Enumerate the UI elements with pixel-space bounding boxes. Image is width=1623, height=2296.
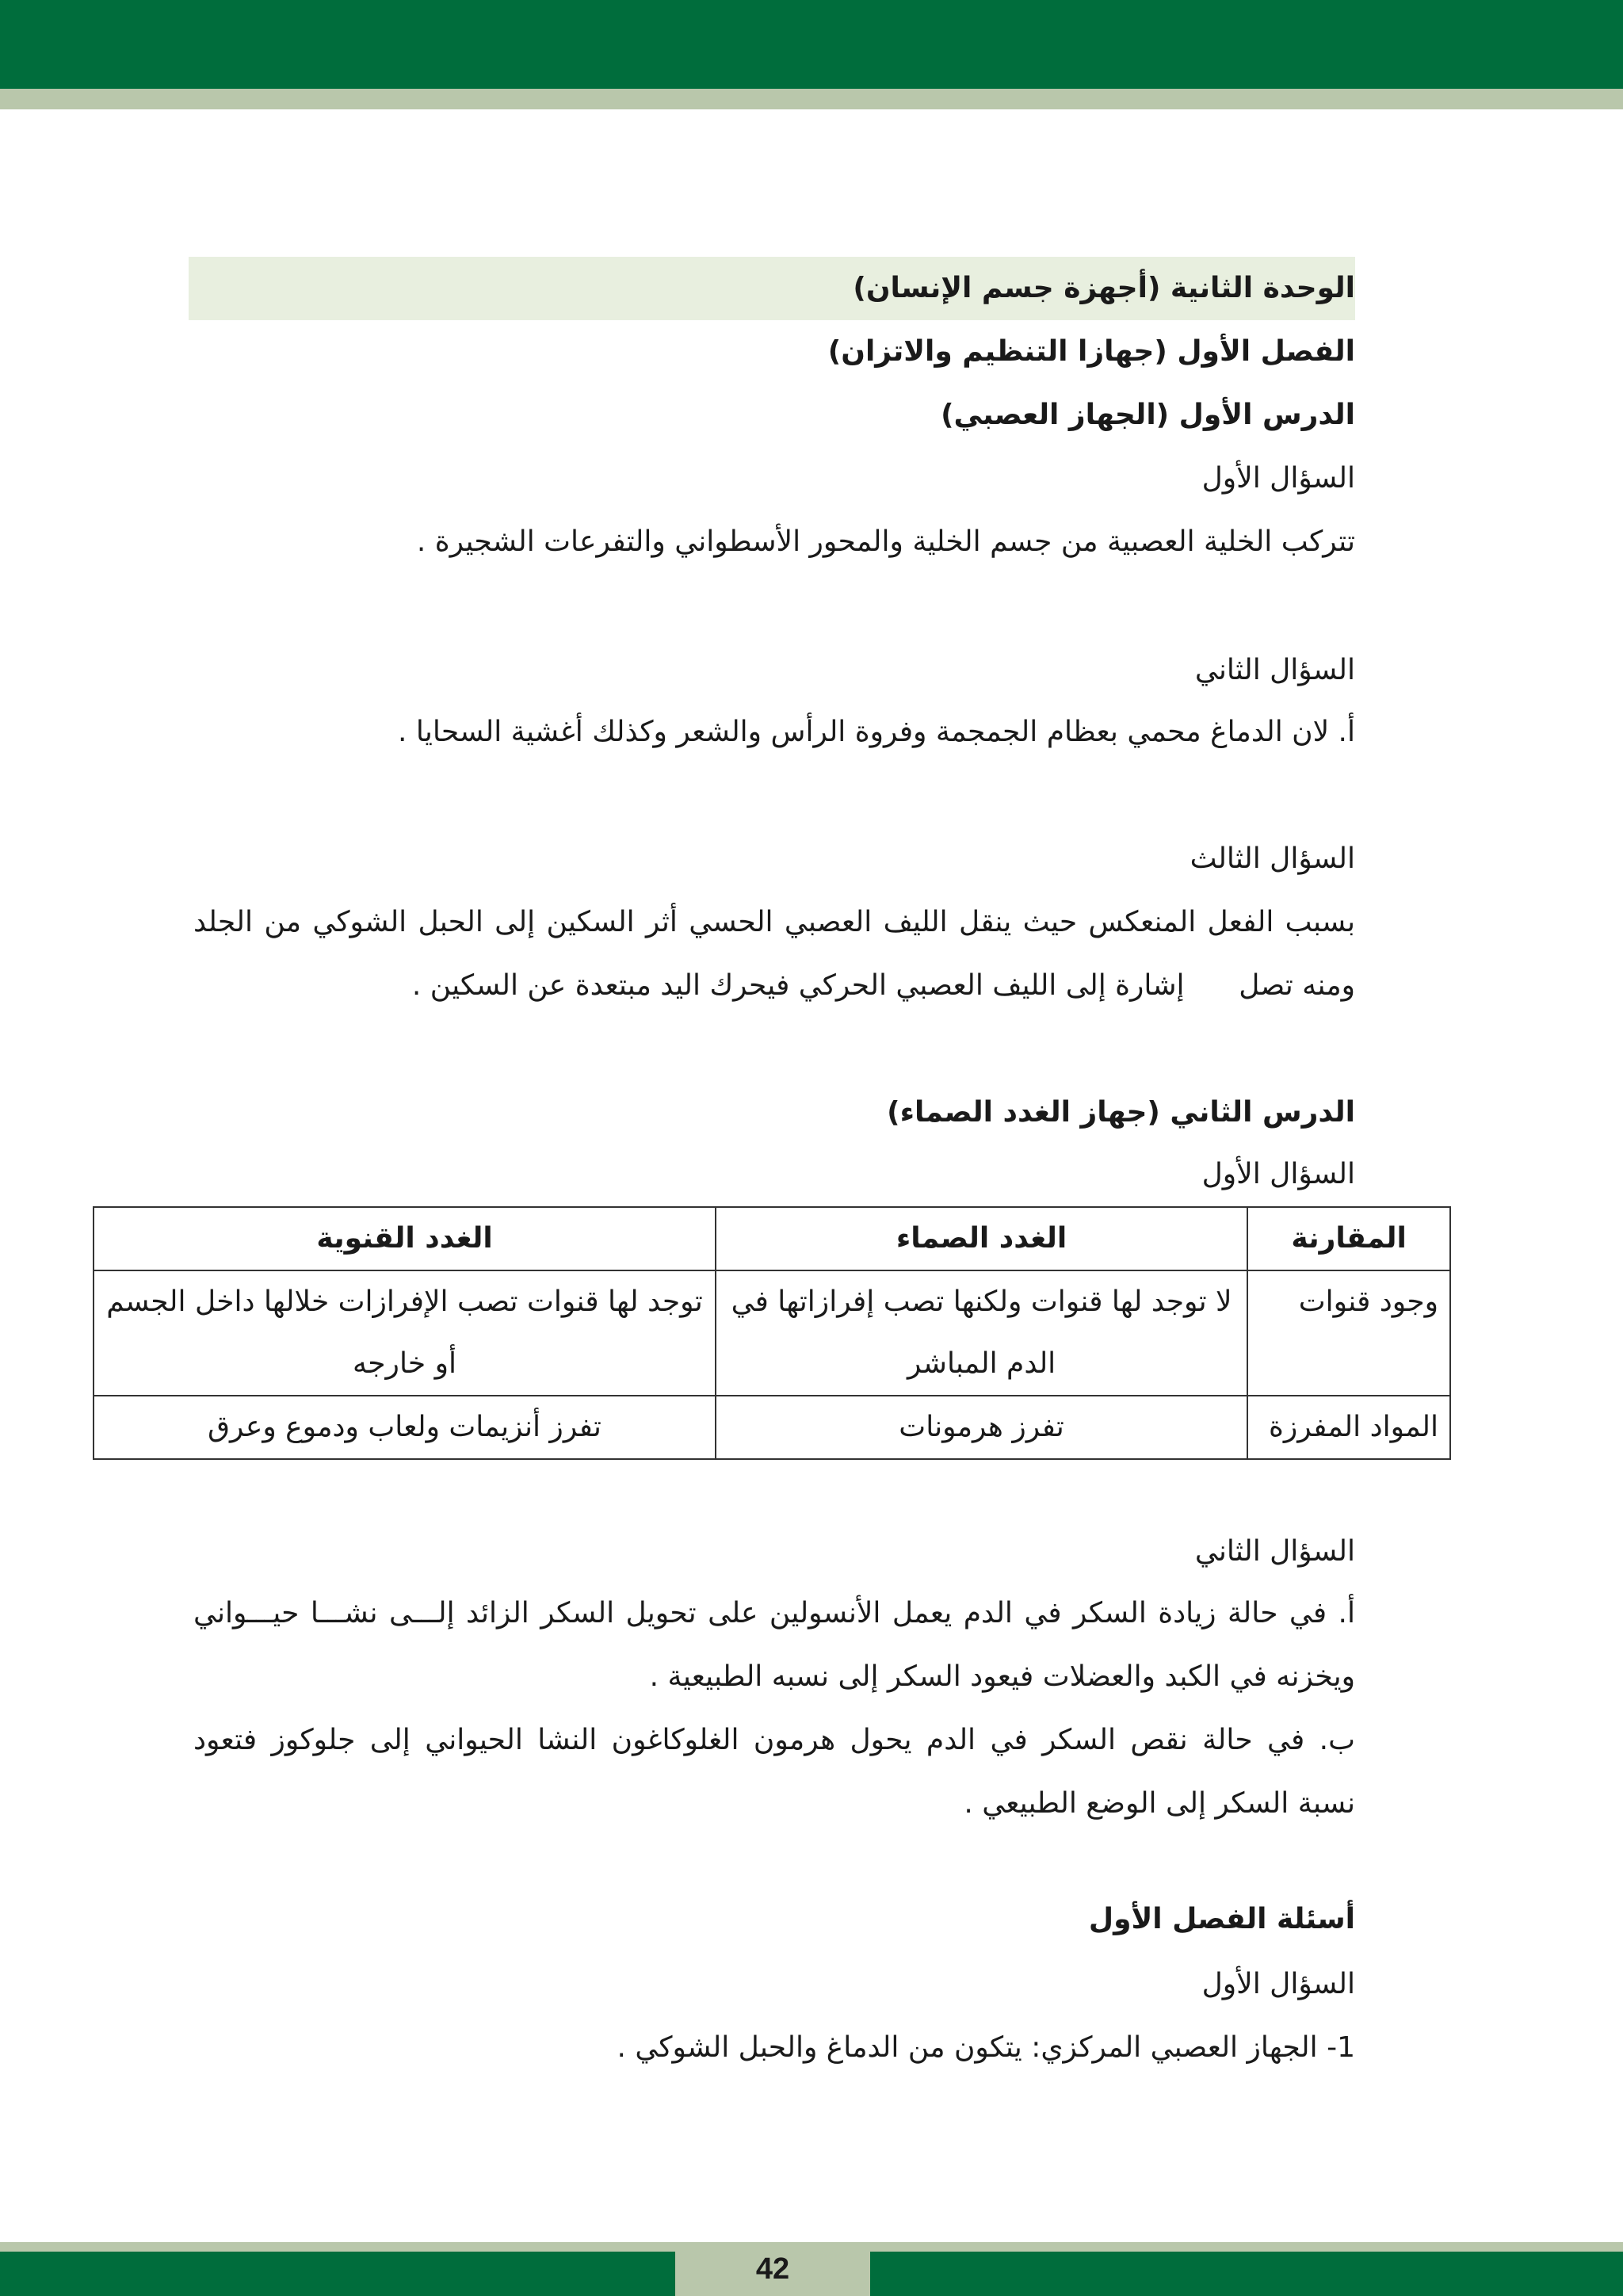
table-header-row <box>94 1207 1450 1270</box>
table-header-cell: الغدد الصماء <box>716 1207 1247 1270</box>
lesson2-q2-a-line2: ويخزنه في الكبد والعضلات فيعود السكر إلى نسبه الطبيعية . <box>649 1660 1355 1693</box>
lesson2-q2-a-line1: أ. في حالة زيادة السكر في الدم يعمل الأنسولين على تحويل السكر الزائد إلـــى نشـــا حيـــواني <box>193 1597 1355 1629</box>
lesson1-q3-answer-line1: بسبب الفعل المنعكس حيث ينقل الليف العصبي الحسي أثر السكين إلى الحبل الشوكي من الجلد <box>193 906 1355 938</box>
lesson1-q3-answer-line2: ومنه تصل إشارة إلى الليف العصبي الحركي فيحرك اليد مبتعدة عن السكين . <box>411 969 1355 1002</box>
page-number: 42 <box>675 2242 870 2296</box>
chapter-title: الفصل الأول (جهازا التنظيم والاتزان) <box>827 335 1355 368</box>
chapter-questions-q1-item1: 1- الجهاز العصبي المركزي: يتكون من الدماغ والحبل الشوكي . <box>617 2031 1355 2064</box>
header-stripe <box>0 89 1623 109</box>
lesson2-q2-b-line2: نسبة السكر إلى الوضع الطبيعي . <box>964 1787 1355 1820</box>
comparison-table <box>93 1206 1451 1460</box>
table-cell: المواد المفرزة <box>1247 1396 1450 1459</box>
table-cell: وجود قنوات <box>1247 1270 1450 1396</box>
lesson1-title: الدرس الأول (الجهاز العصبي) <box>941 399 1355 431</box>
table-cell: توجد لها قنوات تصب الإفرازات خلالها داخل الجسم أو خارجه <box>94 1270 716 1396</box>
lesson2-q2-b-line1: ب. في حالة نقص السكر في الدم يحول هرمون الغلوكاغون النشا الحيواني إلى جلوكوز فتعود <box>193 1724 1355 1756</box>
table-header-cell: المقارنة <box>1247 1207 1450 1270</box>
lesson1-q3-answer <box>193 891 1355 1018</box>
lesson1-q1-answer: تتركب الخلية العصبية من جسم الخلية والمحور الأسطواني والتفرعات الشجيرة . <box>416 525 1355 558</box>
table-row <box>94 1270 1450 1396</box>
lesson1-q2-answer: أ. لان الدماغ محمي بعظام الجمجمة وفروة الرأس والشعر وكذلك أغشية السحايا . <box>398 716 1355 748</box>
lesson1-q1-label: السؤال الأول <box>1201 462 1355 495</box>
table-cell: تفرز أنزيمات ولعاب ودموع وعرق <box>94 1396 716 1459</box>
lesson1-q3-label: السؤال الثالث <box>1190 842 1355 875</box>
chapter-questions-title: أسئلة الفصل الأول <box>1088 1903 1355 1935</box>
header-band <box>0 0 1623 89</box>
lesson2-q1-label: السؤال الأول <box>1201 1158 1355 1190</box>
table-cell: تفرز هرمونات <box>716 1396 1247 1459</box>
table-row <box>94 1396 1450 1459</box>
lesson2-title: الدرس الثاني (جهاز الغدد الصماء) <box>887 1096 1355 1129</box>
unit-title: الوحدة الثانية (أجهزة جسم الإنسان) <box>853 272 1355 304</box>
chapter-questions-q1-label: السؤال الأول <box>1201 1968 1355 2000</box>
table-header-cell: الغدد القنوية <box>94 1207 716 1270</box>
lesson2-q2-label: السؤال الثاني <box>1194 1535 1355 1568</box>
table-cell: لا توجد لها قنوات ولكنها تصب إفرازاتها في الدم المباشر <box>716 1270 1247 1396</box>
lesson2-q2-answer <box>193 1582 1355 1836</box>
lesson1-q2-label: السؤال الثاني <box>1194 654 1355 686</box>
